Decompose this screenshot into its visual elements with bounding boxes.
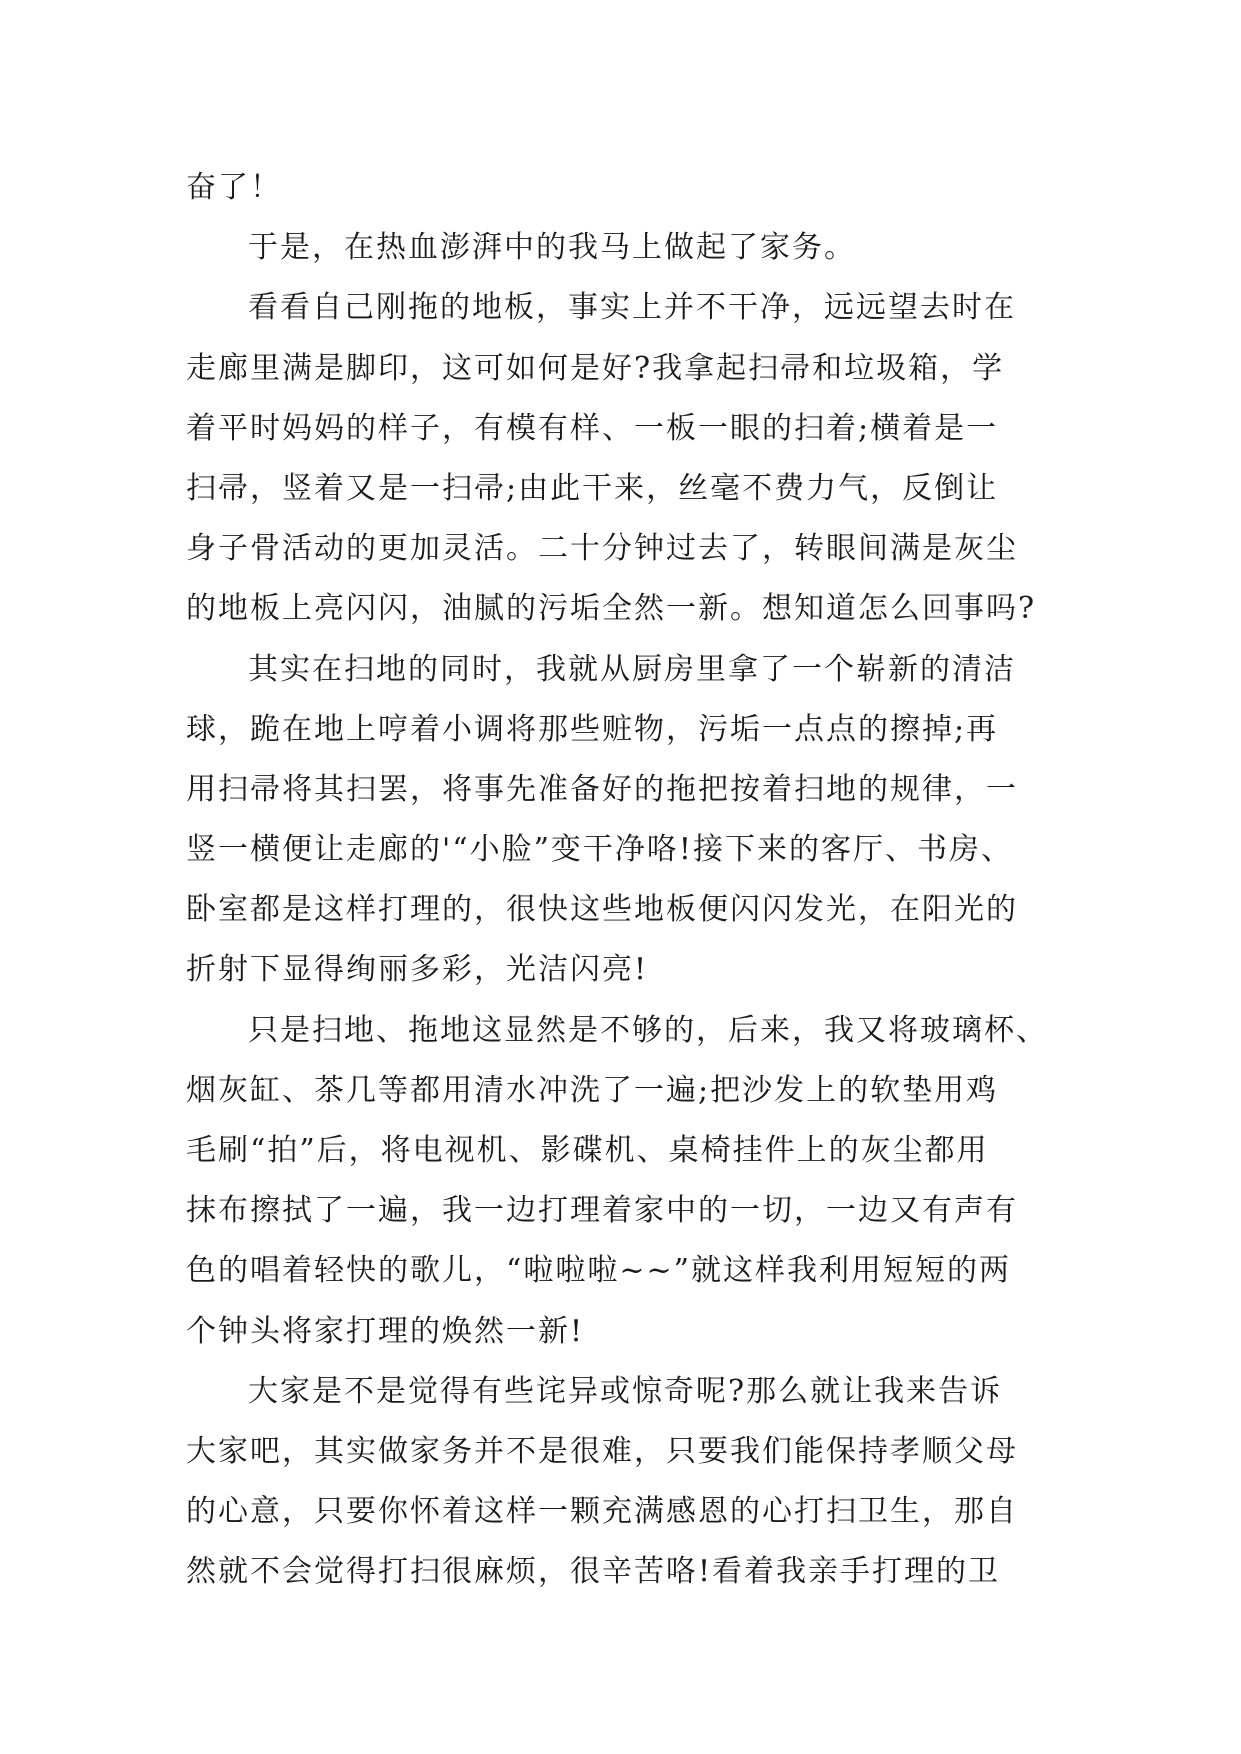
document-body xyxy=(186,158,1056,1603)
paragraph xyxy=(186,1001,1056,1362)
text-line: 走廊里满是脚印，这可如何是好?我拿起扫帚和垃圾箱，学 xyxy=(186,350,1005,386)
text-line: 只是扫地、拖地这显然是不够的，后来，我又将玻璃杯、 xyxy=(248,1012,1048,1048)
text-line: 用扫帚将其扫罢，将事先准备好的拖把按着扫地的规律，一 xyxy=(186,771,1018,807)
text-line: 大家吧，其实做家务并不是很难，只要我们能保持孝顺父母 xyxy=(186,1433,1018,1469)
text-line: 的地板上亮闪闪，油腻的污垢全然一新。想知道怎么回事吗? xyxy=(186,591,1037,627)
text-line: 烟灰缸、茶几等都用清水冲洗了一遍;把沙发上的软垫用鸡 xyxy=(186,1072,999,1108)
paragraph xyxy=(186,640,1056,1001)
text-line: 着平时妈妈的样子，有模有样、一板一眼的扫着;横着是一 xyxy=(186,410,999,446)
paragraph xyxy=(186,278,1056,639)
paragraph xyxy=(186,158,1056,218)
text-line: 于是，在热血澎湃中的我马上做起了家务。 xyxy=(248,230,856,266)
text-line: 抹布擦拭了一遍，我一边打理着家中的一切，一边又有声有 xyxy=(186,1193,1018,1229)
text-line: 的心意，只要你怀着这样一颗充满感恩的心打扫卫生，那自 xyxy=(186,1494,1018,1530)
text-line: 扫帚，竖着又是一扫帚;由此干来，丝毫不费力气，反倒让 xyxy=(186,470,999,506)
text-line: 竖一横便让走廊的'“小脸”变干净咯!接下来的客厅、书房、 xyxy=(186,832,1013,868)
text-line: 色的唱着轻快的歌儿，“啦啦啦~~”就这样我利用短短的两 xyxy=(186,1253,1011,1289)
text-line: 毛刷“拍”后，将电视机、影碟机、桌椅挂件上的灰尘都用 xyxy=(186,1133,989,1168)
text-line: 看看自己刚拖的地板，事实上并不干净，远远望去时在 xyxy=(248,290,1016,326)
text-line: 卧室都是这样打理的，很快这些地板便闪闪发光，在阳光的 xyxy=(186,892,1018,928)
text-line: 球，跪在地上哼着小调将那些赃物，污垢一点点的擦掉;再 xyxy=(186,711,999,747)
text-line: 身子骨活动的更加灵活。二十分钟过去了，转眼间满是灰尘 xyxy=(186,531,1018,567)
text-line: 奋了！ xyxy=(186,170,282,205)
text-line: 其实在扫地的同时，我就从厨房里拿了一个崭新的清洁 xyxy=(248,651,1016,687)
paragraph xyxy=(186,1362,1056,1603)
text-line: 个钟头将家打理的焕然一新! xyxy=(186,1313,585,1349)
text-line: 大家是不是觉得有些诧异或惊奇呢?那么就让我来告诉 xyxy=(248,1373,1003,1409)
paragraph xyxy=(186,218,1056,278)
text-line: 然就不会觉得打扫很麻烦，很辛苦咯!看着我亲手打理的卫 xyxy=(186,1554,1001,1590)
text-line: 折射下显得绚丽多彩，光洁闪亮! xyxy=(186,952,649,988)
